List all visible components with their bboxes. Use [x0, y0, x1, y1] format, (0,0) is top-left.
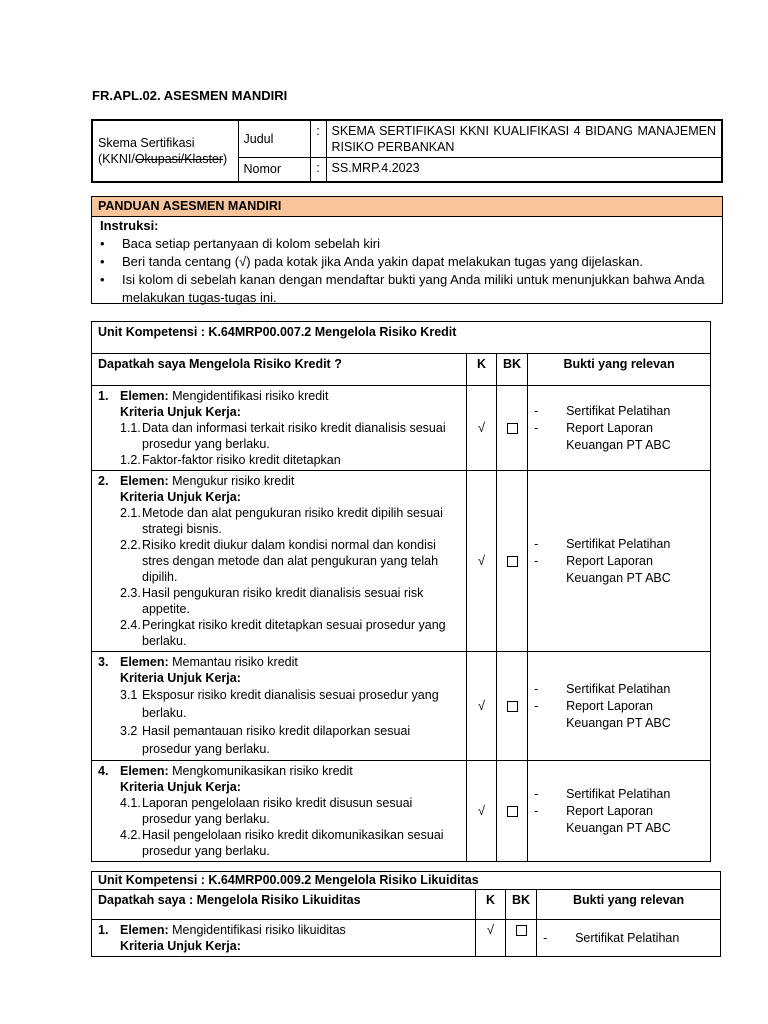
unit1-table — [91, 321, 711, 862]
criterion-text: Metode dan alat pengukuran risiko kredit dipilih sesuai strategi bisnis. — [142, 506, 443, 536]
element-name: Mengukur risiko kredit — [172, 474, 295, 488]
bk-checkbox[interactable] — [497, 471, 528, 652]
nomor-value: SS.MRP.4.2023 — [326, 158, 722, 182]
schema-label-line2: (KKNI/Okupasi/Klaster) — [98, 151, 228, 166]
bukti-item: Report Laporan Keuangan PT ABC — [566, 698, 671, 730]
unit1-bk-header: BK — [497, 354, 528, 386]
bukti-item: Sertifikat Pelatihan — [566, 681, 671, 696]
k-checkmark[interactable]: √ — [467, 471, 497, 652]
guide-body — [92, 217, 722, 307]
k-checkmark[interactable]: √ — [467, 386, 497, 471]
bukti-item: Report Laporan Keuangan PT ABC — [566, 553, 671, 585]
element-row — [92, 386, 711, 471]
element-row — [92, 471, 711, 652]
judul-label: Judul — [238, 120, 310, 158]
bk-checkbox[interactable] — [497, 386, 528, 471]
unit1-bukti-header: Bukti yang relevan — [528, 354, 711, 386]
element-cell: 1. Elemen: Mengidentifikasi risiko likuiditas Kriteria Unjuk Kerja: — [92, 920, 476, 957]
criterion-text: Laporan pengelolaan risiko kredit disusun sesuai prosedur yang berlaku. — [142, 796, 413, 826]
criterion-text: Faktor-faktor risiko kredit ditetapkan — [142, 453, 341, 467]
element-cell: 3. Elemen: Memantau risiko kredit Kriteria Unjuk Kerja: 3.1 Eksposur risiko kredit dianalisis sesuai prosedur yang berlaku. 3.2 Hasil pemantauan risiko kredit dilaporkan sesuai prosedur yang berlaku. — [92, 652, 467, 761]
form-code-title: FR.APL.02. ASESMEN MANDIRI — [92, 88, 288, 103]
instruction-item: • Baca setiap pertanyaan di kolom sebelah kiri — [122, 235, 714, 253]
bukti-item: Sertifikat Pelatihan — [566, 536, 671, 551]
unit1-k-header: K — [467, 354, 497, 386]
element-row — [92, 920, 721, 957]
element-name: Mengkomunikasikan risiko kredit — [172, 764, 353, 778]
bukti-cell: - Sertifikat Pelatihan - Report Laporan Keuangan PT ABC — [528, 471, 711, 652]
criterion-text: Eksposur risiko kredit dianalisis sesuai prosedur yang berlaku. — [142, 688, 439, 720]
bukti-item: Sertifikat Pelatihan — [566, 403, 671, 418]
checkbox-icon — [516, 925, 527, 936]
element-name: Mengidentifikasi risiko kredit — [172, 389, 329, 403]
criterion-text: Hasil pengukuran risiko kredit dianalisis sesuai risk appetite. — [142, 586, 424, 616]
guide-box — [91, 196, 723, 304]
bukti-cell: - Sertifikat Pelatihan - Report Laporan Keuangan PT ABC — [528, 386, 711, 471]
unit2-question: Dapatkah saya : Mengelola Risiko Likuiditas — [92, 890, 476, 920]
element-row — [92, 652, 711, 761]
bukti-item: Report Laporan Keuangan PT ABC — [566, 803, 671, 835]
k-checkmark[interactable]: √ — [467, 652, 497, 761]
k-checkmark[interactable]: √ — [476, 920, 506, 957]
element-name: Mengidentifikasi risiko likuiditas — [172, 923, 346, 937]
criterion-text: Risiko kredit diukur dalam kondisi normal dan kondisi stres dengan metode dan alat pengukuran yang telah dipilih. — [142, 538, 439, 584]
element-cell: 4. Elemen: Mengkomunikasikan risiko kredit Kriteria Unjuk Kerja: 4.1. Laporan pengelolaan risiko kredit disusun sesuai prosedur yang berlaku. 4.2. Hasil pengelolaan risiko kredit dikomunikasikan sesuai prosedur yang berlaku. — [92, 761, 467, 862]
checkbox-icon — [507, 423, 518, 434]
guide-header: PANDUAN ASESMEN MANDIRI — [92, 197, 722, 217]
bukti-item: Report Laporan Keuangan PT ABC — [566, 420, 671, 452]
bukti-cell: - Sertifikat Pelatihan - Report Laporan Keuangan PT ABC — [528, 652, 711, 761]
schema-label-struck: Okupasi/Klaster — [134, 151, 224, 166]
judul-value: SKEMA SERTIFIKASI KKNI KUALIFIKASI 4 BIDANG MANAJEMEN RISIKO PERBANKAN — [326, 120, 722, 158]
unit2-k-header: K — [476, 890, 506, 920]
element-row — [92, 761, 711, 862]
checkbox-icon — [507, 701, 518, 712]
checkbox-icon — [507, 806, 518, 817]
schema-label-line1: Skema Sertifikasi — [98, 135, 195, 150]
schema-label-cell — [92, 120, 238, 182]
criterion-text: Peringkat risiko kredit ditetapkan sesuai prosedur yang berlaku. — [142, 618, 446, 648]
nomor-label: Nomor — [238, 158, 310, 182]
instruction-title: Instruksi: — [100, 218, 159, 233]
instruction-item: • Beri tanda centang (√) pada kotak jika Anda yakin dapat melakukan tugas yang dijelaskan. — [122, 253, 714, 271]
bukti-item: Sertifikat Pelatihan — [575, 930, 680, 945]
unit1-title: Unit Kompetensi : K.64MRP00.007.2 Mengelola Risiko Kredit — [92, 322, 711, 354]
element-cell: 2. Elemen: Mengukur risiko kredit Kriteria Unjuk Kerja: 2.1. Metode dan alat pengukuran risiko kredit dipilih sesuai strategi bisnis. 2.2. Risiko kredit diukur dalam kondisi normal dan kondisi stres dengan metode dan alat pengukuran yang telah dipilih. 2.3. Hasil pengukuran risiko kredit dianalisis sesuai risk appetite. 2.4. Peringkat risiko kredit ditetapkan sesuai prosedur yang berlaku. — [92, 471, 467, 652]
bk-checkbox[interactable] — [497, 761, 528, 862]
nomor-colon: : — [310, 158, 326, 182]
bukti-cell: - Sertifikat Pelatihan — [537, 920, 721, 957]
instruction-list — [100, 235, 714, 307]
unit2-bk-header: BK — [506, 890, 537, 920]
criterion-text: Hasil pengelolaan risiko kredit dikomunikasikan sesuai prosedur yang berlaku. — [142, 828, 444, 858]
unit1-question: Dapatkah saya Mengelola Risiko Kredit ? — [92, 354, 467, 386]
unit2-bukti-header: Bukti yang relevan — [537, 890, 721, 920]
element-cell: 1. Elemen: Mengidentifikasi risiko kredit Kriteria Unjuk Kerja: 1.1. Data dan informasi terkait risiko kredit dianalisis sesuai prosedur yang berlaku. 1.2. Faktor-faktor risiko kredit ditetapkan — [92, 386, 467, 471]
checkbox-icon — [507, 556, 518, 567]
criterion-text: Data dan informasi terkait risiko kredit dianalisis sesuai prosedur yang berlaku. — [142, 421, 446, 451]
instruction-item: • Isi kolom di sebelah kanan dengan mendaftar bukti yang Anda miliki untuk menunjukkan bahwa Anda melakukan tugas-tugas ini. — [122, 271, 714, 307]
bk-checkbox[interactable] — [506, 920, 537, 957]
k-checkmark[interactable]: √ — [467, 761, 497, 862]
bukti-item: Sertifikat Pelatihan — [566, 786, 671, 801]
judul-colon: : — [310, 120, 326, 158]
criterion-text: Hasil pemantauan risiko kredit dilaporkan sesuai prosedur yang berlaku. — [142, 724, 411, 756]
unit2-title: Unit Kompetensi : K.64MRP00.009.2 Mengelola Risiko Likuiditas — [92, 872, 721, 890]
schema-table — [91, 119, 723, 183]
element-name: Memantau risiko kredit — [172, 655, 298, 669]
bk-checkbox[interactable] — [497, 652, 528, 761]
bukti-cell: - Sertifikat Pelatihan - Report Laporan Keuangan PT ABC — [528, 761, 711, 862]
unit2-table — [91, 871, 721, 957]
